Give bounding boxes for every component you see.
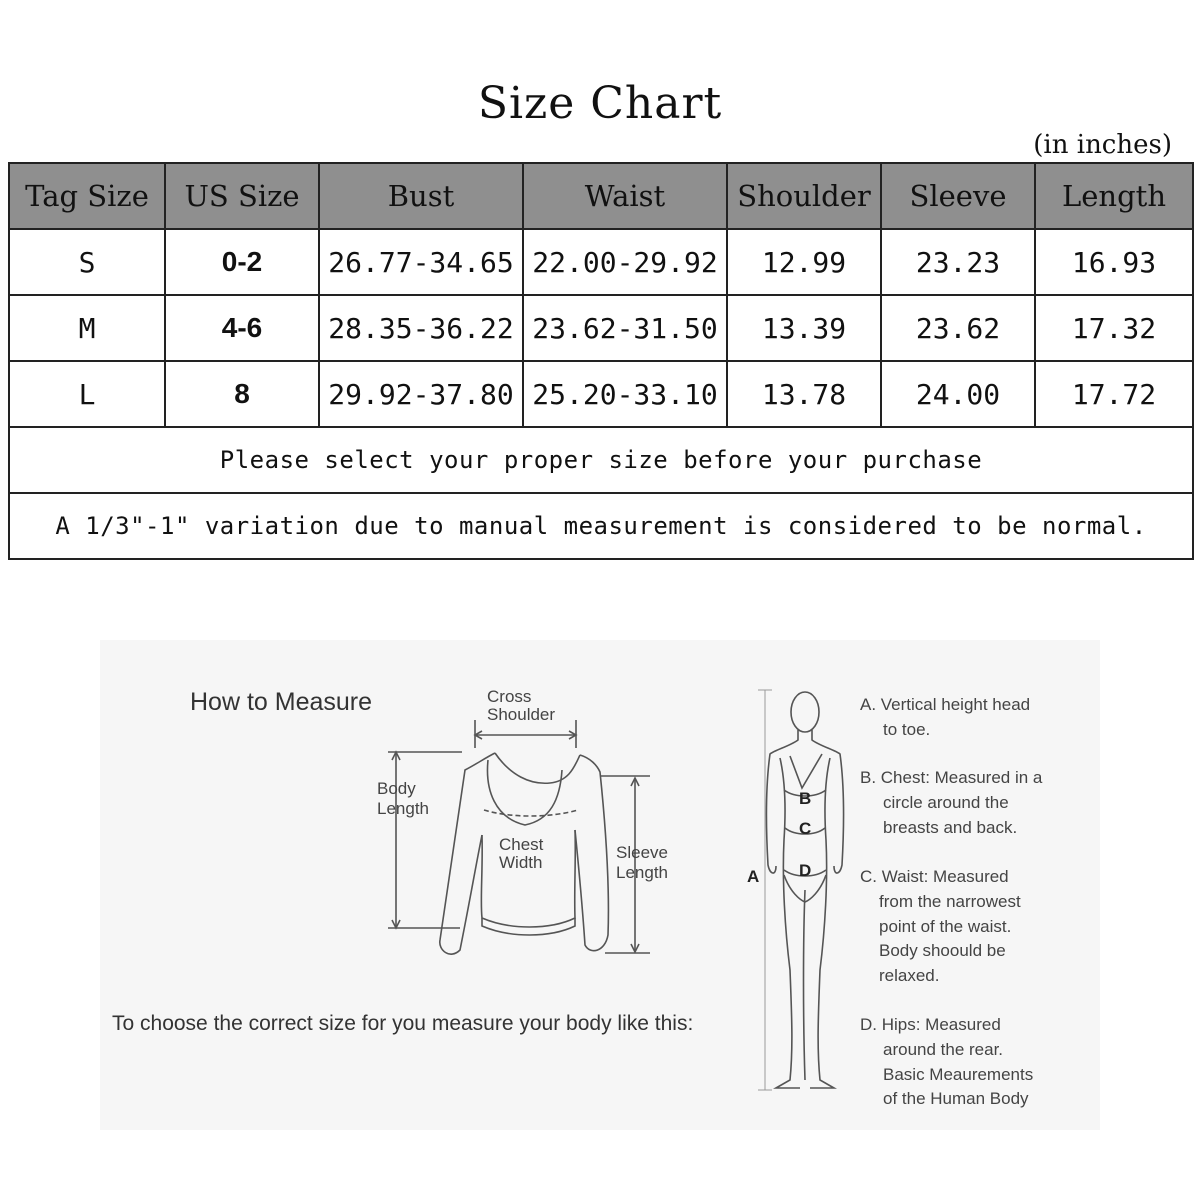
cell-shoulder: 12.99: [727, 229, 881, 295]
cell-length: 16.93: [1035, 229, 1193, 295]
body-length-label-1: Body: [377, 779, 416, 798]
human-figure-illustration: [766, 692, 843, 1088]
letter-a: A: [747, 867, 760, 886]
cell-us-size: 4-6: [165, 295, 319, 361]
size-table: [8, 162, 1194, 560]
cell-us-size: 0-2: [165, 229, 319, 295]
cell-sleeve: 23.23: [881, 229, 1035, 295]
table-header-row: [9, 163, 1193, 229]
cell-waist: 25.20-33.10: [523, 361, 727, 427]
unit-note: (in inches): [1033, 130, 1172, 160]
cell-waist: 23.62-31.50: [523, 295, 727, 361]
cell-tag-size: M: [9, 295, 165, 361]
cell-waist: 22.00-29.92: [523, 229, 727, 295]
header-waist: Waist: [523, 163, 727, 229]
note-variation: A 1/3"-1" variation due to manual measurement is considered to be normal.: [9, 493, 1193, 559]
sleeve-length-label-2: Length: [616, 863, 668, 882]
cell-length: 17.72: [1035, 361, 1193, 427]
cell-bust: 28.35-36.22: [319, 295, 523, 361]
cell-bust: 26.77-34.65: [319, 229, 523, 295]
desc-c-line-5: relaxed.: [879, 966, 940, 985]
cross-shoulder-label-1: Cross: [487, 687, 532, 706]
table-row: [9, 361, 1193, 427]
desc-b-line-1: B. Chest: Measured in a: [860, 768, 1043, 787]
table-note-row: [9, 493, 1193, 559]
header-length: Length: [1035, 163, 1193, 229]
chest-width-label-1: Chest: [499, 835, 544, 854]
header-tag-size: Tag Size: [9, 163, 165, 229]
desc-c-line-4: Body shoould be: [879, 941, 1006, 960]
desc-a-line-2: to toe.: [883, 720, 931, 739]
cross-shoulder-arrow: [475, 720, 576, 748]
how-to-measure-heading: How to Measure: [190, 688, 373, 716]
cell-tag-size: L: [9, 361, 165, 427]
chest-width-label-2: Width: [499, 853, 543, 872]
sleeve-length-label-1: Sleeve: [616, 843, 668, 862]
header-bust: Bust: [319, 163, 523, 229]
cross-shoulder-label-2: Shoulder: [487, 705, 556, 724]
cell-sleeve: 24.00: [881, 361, 1035, 427]
desc-b-line-3: breasts and back.: [883, 818, 1018, 837]
desc-b-line-2: circle around the: [883, 793, 1009, 812]
header-sleeve: Sleeve: [881, 163, 1035, 229]
desc-d-line-1: D. Hips: Measured: [860, 1015, 1001, 1034]
how-to-measure-panel: [100, 640, 1100, 1130]
cell-shoulder: 13.78: [727, 361, 881, 427]
cell-tag-size: S: [9, 229, 165, 295]
body-length-label-2: Length: [377, 799, 429, 818]
desc-d-line-2: around the rear.: [883, 1040, 1004, 1059]
cell-bust: 29.92-37.80: [319, 361, 523, 427]
table-row: [9, 229, 1193, 295]
cell-sleeve: 23.62: [881, 295, 1035, 361]
desc-c-line-3: point of the waist.: [879, 917, 1012, 936]
cell-shoulder: 13.39: [727, 295, 881, 361]
header-shoulder: Shoulder: [727, 163, 881, 229]
desc-c-line-2: from the narrowest: [879, 892, 1021, 911]
table-row: [9, 295, 1193, 361]
desc-d-line-4: of the Human Body: [883, 1089, 1029, 1108]
desc-d-line-3: Basic Meaurements: [883, 1065, 1034, 1084]
letter-b: B: [799, 789, 812, 808]
measurement-diagram: [100, 640, 1100, 1130]
cell-length: 17.32: [1035, 295, 1193, 361]
desc-a-line-1: A. Vertical height head: [860, 695, 1031, 714]
desc-c-line-1: C. Waist: Measured: [860, 867, 1009, 886]
choose-size-instruction: To choose the correct size for you measure your body like this:: [112, 1012, 694, 1035]
note-select-size: Please select your proper size before your purchase: [9, 427, 1193, 493]
letter-d: D: [799, 861, 812, 880]
page-title: Size Chart: [477, 78, 723, 129]
cell-us-size: 8: [165, 361, 319, 427]
letter-c: C: [799, 819, 812, 838]
table-note-row: [9, 427, 1193, 493]
header-us-size: US Size: [165, 163, 319, 229]
